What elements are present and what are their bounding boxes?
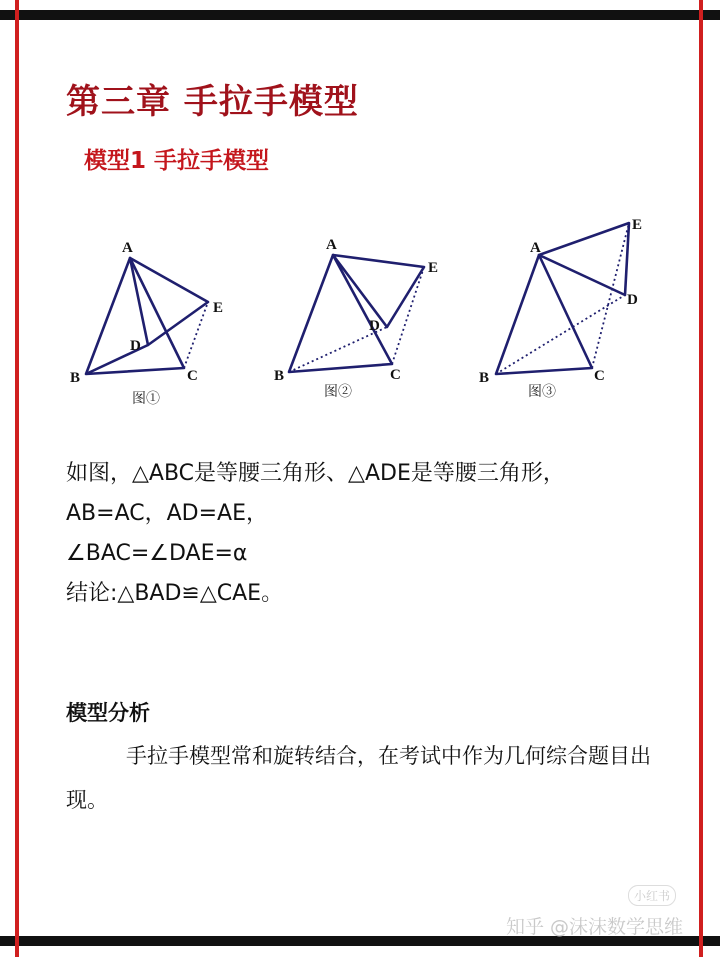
figure-1 [86, 258, 208, 374]
figure-2-caption: 图② [324, 384, 352, 400]
figure-1-label-a: A [122, 240, 133, 256]
figure-2-label-d: D [369, 318, 380, 334]
figure-3-label-d: D [627, 292, 638, 308]
figure-2 [289, 255, 424, 372]
figure-2-label-b: B [274, 368, 285, 384]
zhihu-watermark: 知乎 @沫沫数学思维 [506, 916, 684, 938]
analysis-heading: 模型分析 [66, 701, 150, 725]
figure-2-label-c: C [390, 367, 401, 383]
figure-3-label-e: E [632, 217, 643, 233]
figure-3 [496, 223, 629, 374]
figure-1-label-b: B [70, 370, 81, 386]
figure-1-label-d: D [130, 338, 141, 354]
figure-1-label-c: C [187, 368, 198, 384]
figure-1-triangle-abc [86, 258, 184, 374]
figure-1-caption: 图① [132, 391, 160, 407]
figure-1-triangle-ade [130, 258, 208, 345]
conclusion-line: 结论:△BAD≌△CAE。 [66, 581, 284, 606]
figure-2-segment-ce [392, 267, 424, 364]
figure-3-label-b: B [479, 370, 490, 386]
figure-2-triangle-ade [333, 255, 424, 327]
description-line-1: 如图，△ABC是等腰三角形、△ADE是等腰三角形， [66, 461, 565, 486]
geometry-figures [60, 210, 670, 410]
figure-3-label-c: C [594, 368, 605, 384]
figure-3-segment-bd [496, 295, 625, 374]
left-red-border [15, 0, 19, 957]
figure-3-label-a: A [530, 240, 541, 256]
figure-3-caption: 图③ [528, 384, 556, 400]
figure-2-label-a: A [326, 237, 337, 253]
analysis-paragraph: 手拉手模型常和旋转结合，在考试中作为几何综合题目出现。 [66, 744, 651, 812]
top-border-bar [0, 10, 720, 20]
xiaohongshu-badge: 小红书 [628, 885, 676, 906]
figure-2-label-e: E [428, 260, 439, 276]
figures-svg [60, 210, 670, 410]
right-red-border [699, 0, 703, 957]
chapter-title: 第三章 手拉手模型 [66, 82, 359, 122]
model-title: 模型1 手拉手模型 [84, 148, 270, 174]
description-line-2: AB=AC，AD=AE， [66, 501, 268, 526]
description-line-3: ∠BAC=∠DAE=α [66, 541, 248, 566]
figure-1-label-e: E [213, 300, 224, 316]
